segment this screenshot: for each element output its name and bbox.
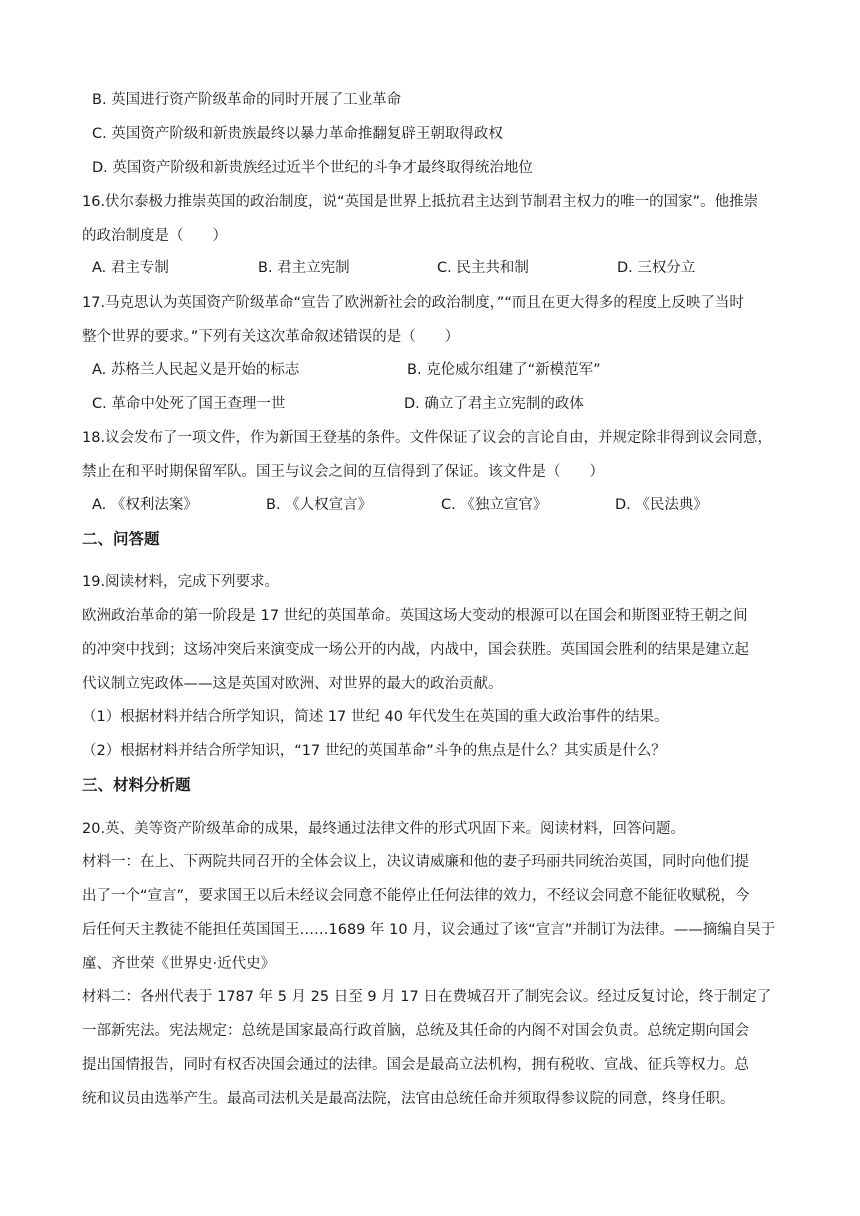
q19-material-line-2: 的冲突中找到；这场冲突后来演变成一场公开的内战，内战中，国会获胜。英国国会胜利的结果是建立起 <box>82 642 749 658</box>
q20-material2-line-2: 一部新宪法。宪法规定：总统是国家最高行政首脑，总统及其任命的内阁不对国会负责。总统定期向国会 <box>82 1023 749 1039</box>
q18-stem-line-1: 18.议会发布了一项文件，作为新国王登基的条件。文件保证了议会的言论自由，并规定除非得到议会同意， <box>82 430 773 446</box>
q20-material1-line-4: 廑、齐世荣《世界史·近代史》 <box>82 956 276 972</box>
q20-material1-line-3: 后任何天主教徒不能担任英国国王……1689 年 10 月，议会通过了该“宣言”并制订为法律。——摘编自吴于 <box>82 922 776 938</box>
q20-material2-line-3: 提出国情报告，同时有权否决国会通过的法律。国会是最高立法机构，拥有税收、宣战、征兵等权力。总 <box>82 1057 749 1073</box>
q19-sub-question-1: （1）根据材料并结合所学知识，简述 17 世纪 40 年代发生在英国的重大政治事件的结果。 <box>82 709 669 725</box>
q15-option-c: C. 英国资产阶级和新贵族最终以暴力革命推翻复辟王朝取得政权 <box>92 126 503 142</box>
q18-option-a: A. 《权利法案》 <box>92 497 198 513</box>
q20-material1-line-1: 材料一：在上、下两院共同召开的全体会议上，决议请威廉和他的妻子玛丽共同统治英国，同时向他们提 <box>82 854 749 870</box>
section-3-heading: 三、材料分析题 <box>82 776 191 794</box>
q20-material1-line-2: 出了一个“宣言”，要求国王以后未经议会同意不能停止任何法律的效力，不经议会同意不能征收赋税，今 <box>82 888 750 904</box>
q18-option-b: B. 《人权宣言》 <box>266 497 373 513</box>
q17-stem-line-2: 整个世界的要求。”下列有关这次革命叙述错误的是（ ） <box>82 329 460 345</box>
q15-option-b: B. 英国进行资产阶级革命的同时开展了工业革命 <box>92 92 402 108</box>
q19-intro: 19.阅读材料，完成下列要求。 <box>82 574 280 590</box>
q16-option-a: A. 君主专制 <box>92 260 169 276</box>
q19-material-line-1: 欧洲政治革命的第一阶段是 17 世纪的英国革命。英国这场大变动的根源可以在国会和斯图亚特王朝之间 <box>82 608 748 624</box>
q17-option-a: A. 苏格兰人民起义是开始的标志 <box>92 362 300 378</box>
q19-material-line-3: 代议制立宪政体——这是英国对欧洲、对世界的最大的政治贡献。 <box>82 676 503 692</box>
q15-option-d: D. 英国资产阶级和新贵族经过近半个世纪的斗争才最终取得统治地位 <box>92 160 533 176</box>
q18-option-c: C. 《独立宣官》 <box>441 497 548 513</box>
q17-option-c: C. 革命中处死了国王查理一世 <box>92 396 286 412</box>
q19-sub-question-2: （2）根据材料并结合所学知识，“17 世纪的英国革命”斗争的焦点是什么？其实质是什么？ <box>82 743 666 759</box>
q20-intro: 20.英、美等资产阶级革命的成果，最终通过法律文件的形式巩固下来。阅读材料，回答问题。 <box>82 821 686 837</box>
q17-option-d: D. 确立了君主立宪制的政体 <box>404 396 584 412</box>
q20-material2-line-1: 材料二：各州代表于 1787 年 5 月 25 日至 9 月 17 日在费城召开了制宪会议。经过反复讨论，终于制定了 <box>82 989 772 1005</box>
q16-stem-line-2: 的政治制度是（ ） <box>82 228 227 244</box>
q17-stem-line-1: 17.马克思认为英国资产阶级革命“宣告了欧洲新社会的政治制度，”“而且在更大得多的程度上反映了当时 <box>82 295 744 311</box>
q16-option-b: B. 君主立宪制 <box>258 260 350 276</box>
section-2-heading: 二、问答题 <box>82 530 160 548</box>
q20-material2-line-4: 统和议员由选举产生。最高司法机关是最高法院，法官由总统任命并须取得参议院的同意，终身任职。 <box>82 1091 735 1107</box>
q18-stem-line-2: 禁止在和平时期保留军队。国王与议会之间的互信得到了保证。该文件是（ ） <box>82 464 604 480</box>
q16-option-d: D. 三权分立 <box>617 260 696 276</box>
q16-option-c: C. 民主共和制 <box>437 260 529 276</box>
q18-option-d: D. 《民法典》 <box>615 497 708 513</box>
q16-stem-line-1: 16.伏尔泰极力推崇英国的政治制度，说“英国是世界上抵抗君主达到节制君主权力的唯一的国家”。他推崇 <box>82 194 759 210</box>
q17-option-b: B. 克伦威尔组建了“新模范军” <box>407 362 601 378</box>
